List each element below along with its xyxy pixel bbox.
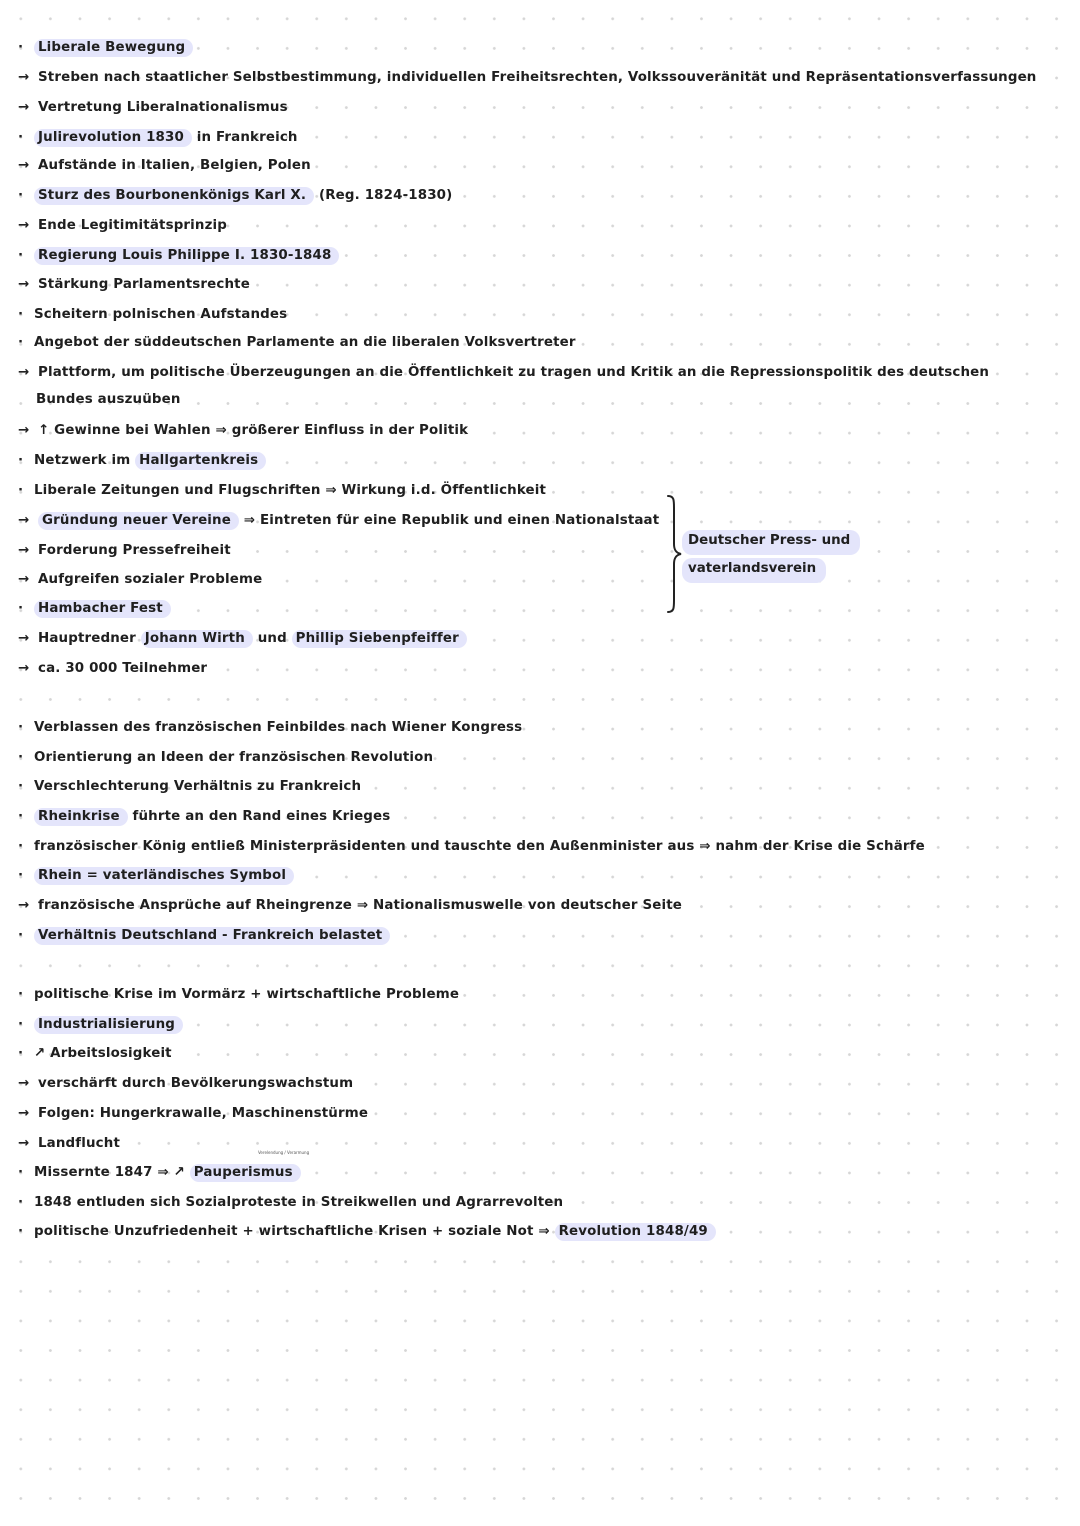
arrow-right-icon: →	[18, 543, 30, 558]
note-text: und	[252, 631, 292, 646]
note-line	[18, 186, 452, 208]
bullet-dot-icon: ·	[18, 40, 24, 55]
note-text: Angebot der süddeutschen Parlamente an die liberalen Volksvertreter	[34, 335, 576, 350]
note-text: ↑ Gewinne bei Wahlen ⇒ größerer Einfluss in der Politik	[38, 423, 469, 438]
arrow-right-icon: →	[18, 661, 30, 676]
note-line	[18, 777, 361, 799]
note-text: in Frankreich	[191, 130, 298, 145]
bullet-dot-icon: ·	[18, 453, 24, 468]
note-line	[18, 333, 576, 355]
arrow-right-icon: →	[18, 1076, 30, 1091]
note-text: Missernte 1847 ⇒ ↗	[34, 1165, 190, 1180]
bullet-dot-icon: ·	[18, 809, 24, 824]
note-text: Aufgreifen sozialer Probleme	[38, 572, 263, 587]
brace-label-line-1: Deutscher Press- und	[682, 530, 860, 555]
note-text: verschärft durch Bevölkerungswachstum	[38, 1076, 354, 1091]
note-line	[18, 216, 227, 238]
note-text: Liberale Zeitungen und Flugschriften ⇒ Wirkung i.d. Öffentlichkeit	[34, 483, 547, 498]
bullet-dot-icon: ·	[18, 188, 24, 203]
note-line	[18, 541, 231, 563]
note-line	[18, 837, 925, 859]
arrow-right-icon: →	[18, 218, 30, 233]
note-text: Landflucht	[38, 1136, 121, 1151]
bullet-dot-icon: ·	[18, 720, 24, 735]
bullet-dot-icon: ·	[18, 779, 24, 794]
note-line	[18, 985, 459, 1007]
note-line	[18, 1134, 120, 1156]
note-line	[18, 1222, 716, 1244]
highlighted-text: Revolution 1848/49	[555, 1223, 716, 1241]
note-line	[18, 748, 433, 770]
note-text: Aufstände in Italien, Belgien, Polen	[38, 158, 311, 173]
note-text: Streben nach staatlicher Selbstbestimmung, individuellen Freiheitsrechten, Volkssouveränität und Repräsentationsverfassungen	[38, 70, 1037, 85]
highlighted-text: Johann Wirth	[141, 630, 253, 648]
bullet-dot-icon: ·	[18, 483, 24, 498]
tiny-annotation: Verelendung / Verarmung	[258, 1150, 310, 1155]
note-line	[36, 390, 181, 412]
note-line	[18, 481, 546, 503]
note-line	[18, 1015, 183, 1037]
note-text: politische Krise im Vormärz + wirtschaftliche Probleme	[34, 987, 460, 1002]
bullet-dot-icon: ·	[18, 928, 24, 943]
note-text: ↗ Arbeitslosigkeit	[34, 1046, 172, 1061]
note-text: Vertretung Liberalnationalismus	[38, 100, 288, 115]
bullet-dot-icon: ·	[18, 868, 24, 883]
note-line	[18, 1044, 172, 1066]
note-line	[18, 570, 262, 592]
note-line	[18, 275, 250, 297]
bullet-dot-icon: ·	[18, 1046, 24, 1061]
note-text: Bundes auszuüben	[36, 392, 181, 407]
note-line	[18, 1163, 301, 1185]
note-text: Forderung Pressefreiheit	[38, 543, 231, 558]
bullet-dot-icon: ·	[18, 248, 24, 263]
arrow-right-icon: →	[18, 1106, 30, 1121]
note-line	[18, 305, 287, 327]
note-text: Netzwerk im	[34, 453, 136, 468]
arrow-right-icon: →	[18, 898, 30, 913]
note-text: Verblassen des französischen Feinbildes nach Wiener Kongress	[34, 720, 523, 735]
note-line	[18, 926, 390, 948]
highlighted-text: Industrialisierung	[34, 1016, 183, 1034]
bullet-dot-icon: ·	[18, 987, 24, 1002]
arrow-right-icon: →	[18, 572, 30, 587]
highlighted-text: Gründung neuer Vereine	[38, 512, 239, 530]
note-text: politische Unzufriedenheit + wirtschaftliche Krisen + soziale Not ⇒	[34, 1224, 555, 1239]
note-line	[18, 511, 659, 533]
note-text: ca. 30 000 Teilnehmer	[38, 661, 208, 676]
note-line	[18, 451, 266, 473]
note-text: 1848 entluden sich Sozialproteste in Streikwellen und Agrarrevolten	[34, 1195, 564, 1210]
note-line	[18, 421, 468, 443]
bullet-dot-icon: ·	[18, 307, 24, 322]
curly-brace-icon	[664, 494, 684, 614]
note-line	[18, 629, 467, 651]
highlighted-text: Sturz des Bourbonenkönigs Karl X.	[34, 187, 314, 205]
note-line	[18, 866, 294, 888]
highlighted-text: Phillip Siebenpfeiffer	[292, 630, 467, 648]
highlighted-text: Verhältnis Deutschland - Frankreich belastet	[34, 927, 390, 945]
note-text: Hauptredner	[38, 631, 141, 646]
highlighted-text: Rhein = vaterländisches Symbol	[34, 867, 294, 885]
arrow-right-icon: →	[18, 277, 30, 292]
highlighted-text: Liberale Bewegung	[34, 39, 193, 57]
note-text: führte an den Rand eines Krieges	[127, 809, 391, 824]
note-line	[18, 807, 390, 829]
arrow-right-icon: →	[18, 365, 30, 380]
highlighted-text: Hambacher Fest	[34, 600, 171, 618]
note-text: französischer König entließ Ministerpräsidenten und tauschte den Außenminister aus ⇒ nahm der Krise die Schärfe	[34, 839, 925, 854]
arrow-right-icon: →	[18, 158, 30, 173]
note-line	[18, 128, 298, 150]
note-line	[18, 68, 1036, 90]
arrow-right-icon: →	[18, 513, 30, 528]
note-text: Verschlechterung Verhältnis zu Frankreich	[34, 779, 362, 794]
arrow-right-icon: →	[18, 100, 30, 115]
note-text: Scheitern polnischen Aufstandes	[34, 307, 288, 322]
arrow-right-icon: →	[18, 1136, 30, 1151]
highlighted-text: Hallgartenkreis	[135, 452, 266, 470]
note-text: Ende Legitimitätsprinzip	[38, 218, 228, 233]
brace-label-line-2: vaterlandsverein	[682, 558, 826, 583]
highlighted-text: Pauperismus	[190, 1164, 301, 1182]
bullet-dot-icon: ·	[18, 335, 24, 350]
bullet-dot-icon: ·	[18, 1195, 24, 1210]
note-line	[18, 1193, 563, 1215]
note-line	[18, 98, 288, 120]
arrow-right-icon: →	[18, 423, 30, 438]
arrow-right-icon: →	[18, 70, 30, 85]
bullet-dot-icon: ·	[18, 1165, 24, 1180]
note-line	[18, 896, 682, 918]
note-text: französische Ansprüche auf Rheingrenze ⇒ Nationalismuswelle von deutscher Seite	[38, 898, 683, 913]
highlighted-text: Rheinkrise	[34, 808, 128, 826]
highlighted-text: Julirevolution 1830	[34, 129, 192, 147]
note-text: Orientierung an Ideen der französischen Revolution	[34, 750, 434, 765]
note-line	[18, 718, 522, 740]
bullet-dot-icon: ·	[18, 750, 24, 765]
note-line	[18, 1104, 368, 1126]
bullet-dot-icon: ·	[18, 1224, 24, 1239]
note-line	[18, 599, 171, 621]
note-text: Stärkung Parlamentsrechte	[38, 277, 250, 292]
bullet-dot-icon: ·	[18, 601, 24, 616]
note-line	[18, 363, 989, 385]
note-text: ⇒ Eintreten für eine Republik und einen Nationalstaat	[238, 513, 660, 528]
bullet-dot-icon: ·	[18, 1017, 24, 1032]
note-line	[18, 1074, 353, 1096]
highlighted-text: Regierung Louis Philippe I. 1830-1848	[34, 247, 339, 265]
note-line	[18, 156, 311, 178]
note-text: Plattform, um politische Überzeugungen an die Öffentlichkeit zu tragen und Kritik an die Repressionspolitik des deutschen	[38, 365, 990, 380]
note-text: Folgen: Hungerkrawalle, Maschinenstürme	[38, 1106, 369, 1121]
note-line	[18, 38, 193, 60]
note-line	[18, 246, 339, 268]
note-line	[18, 659, 207, 681]
bullet-dot-icon: ·	[18, 839, 24, 854]
arrow-right-icon: →	[18, 631, 30, 646]
note-text: (Reg. 1824-1830)	[314, 188, 453, 203]
bullet-dot-icon: ·	[18, 130, 24, 145]
